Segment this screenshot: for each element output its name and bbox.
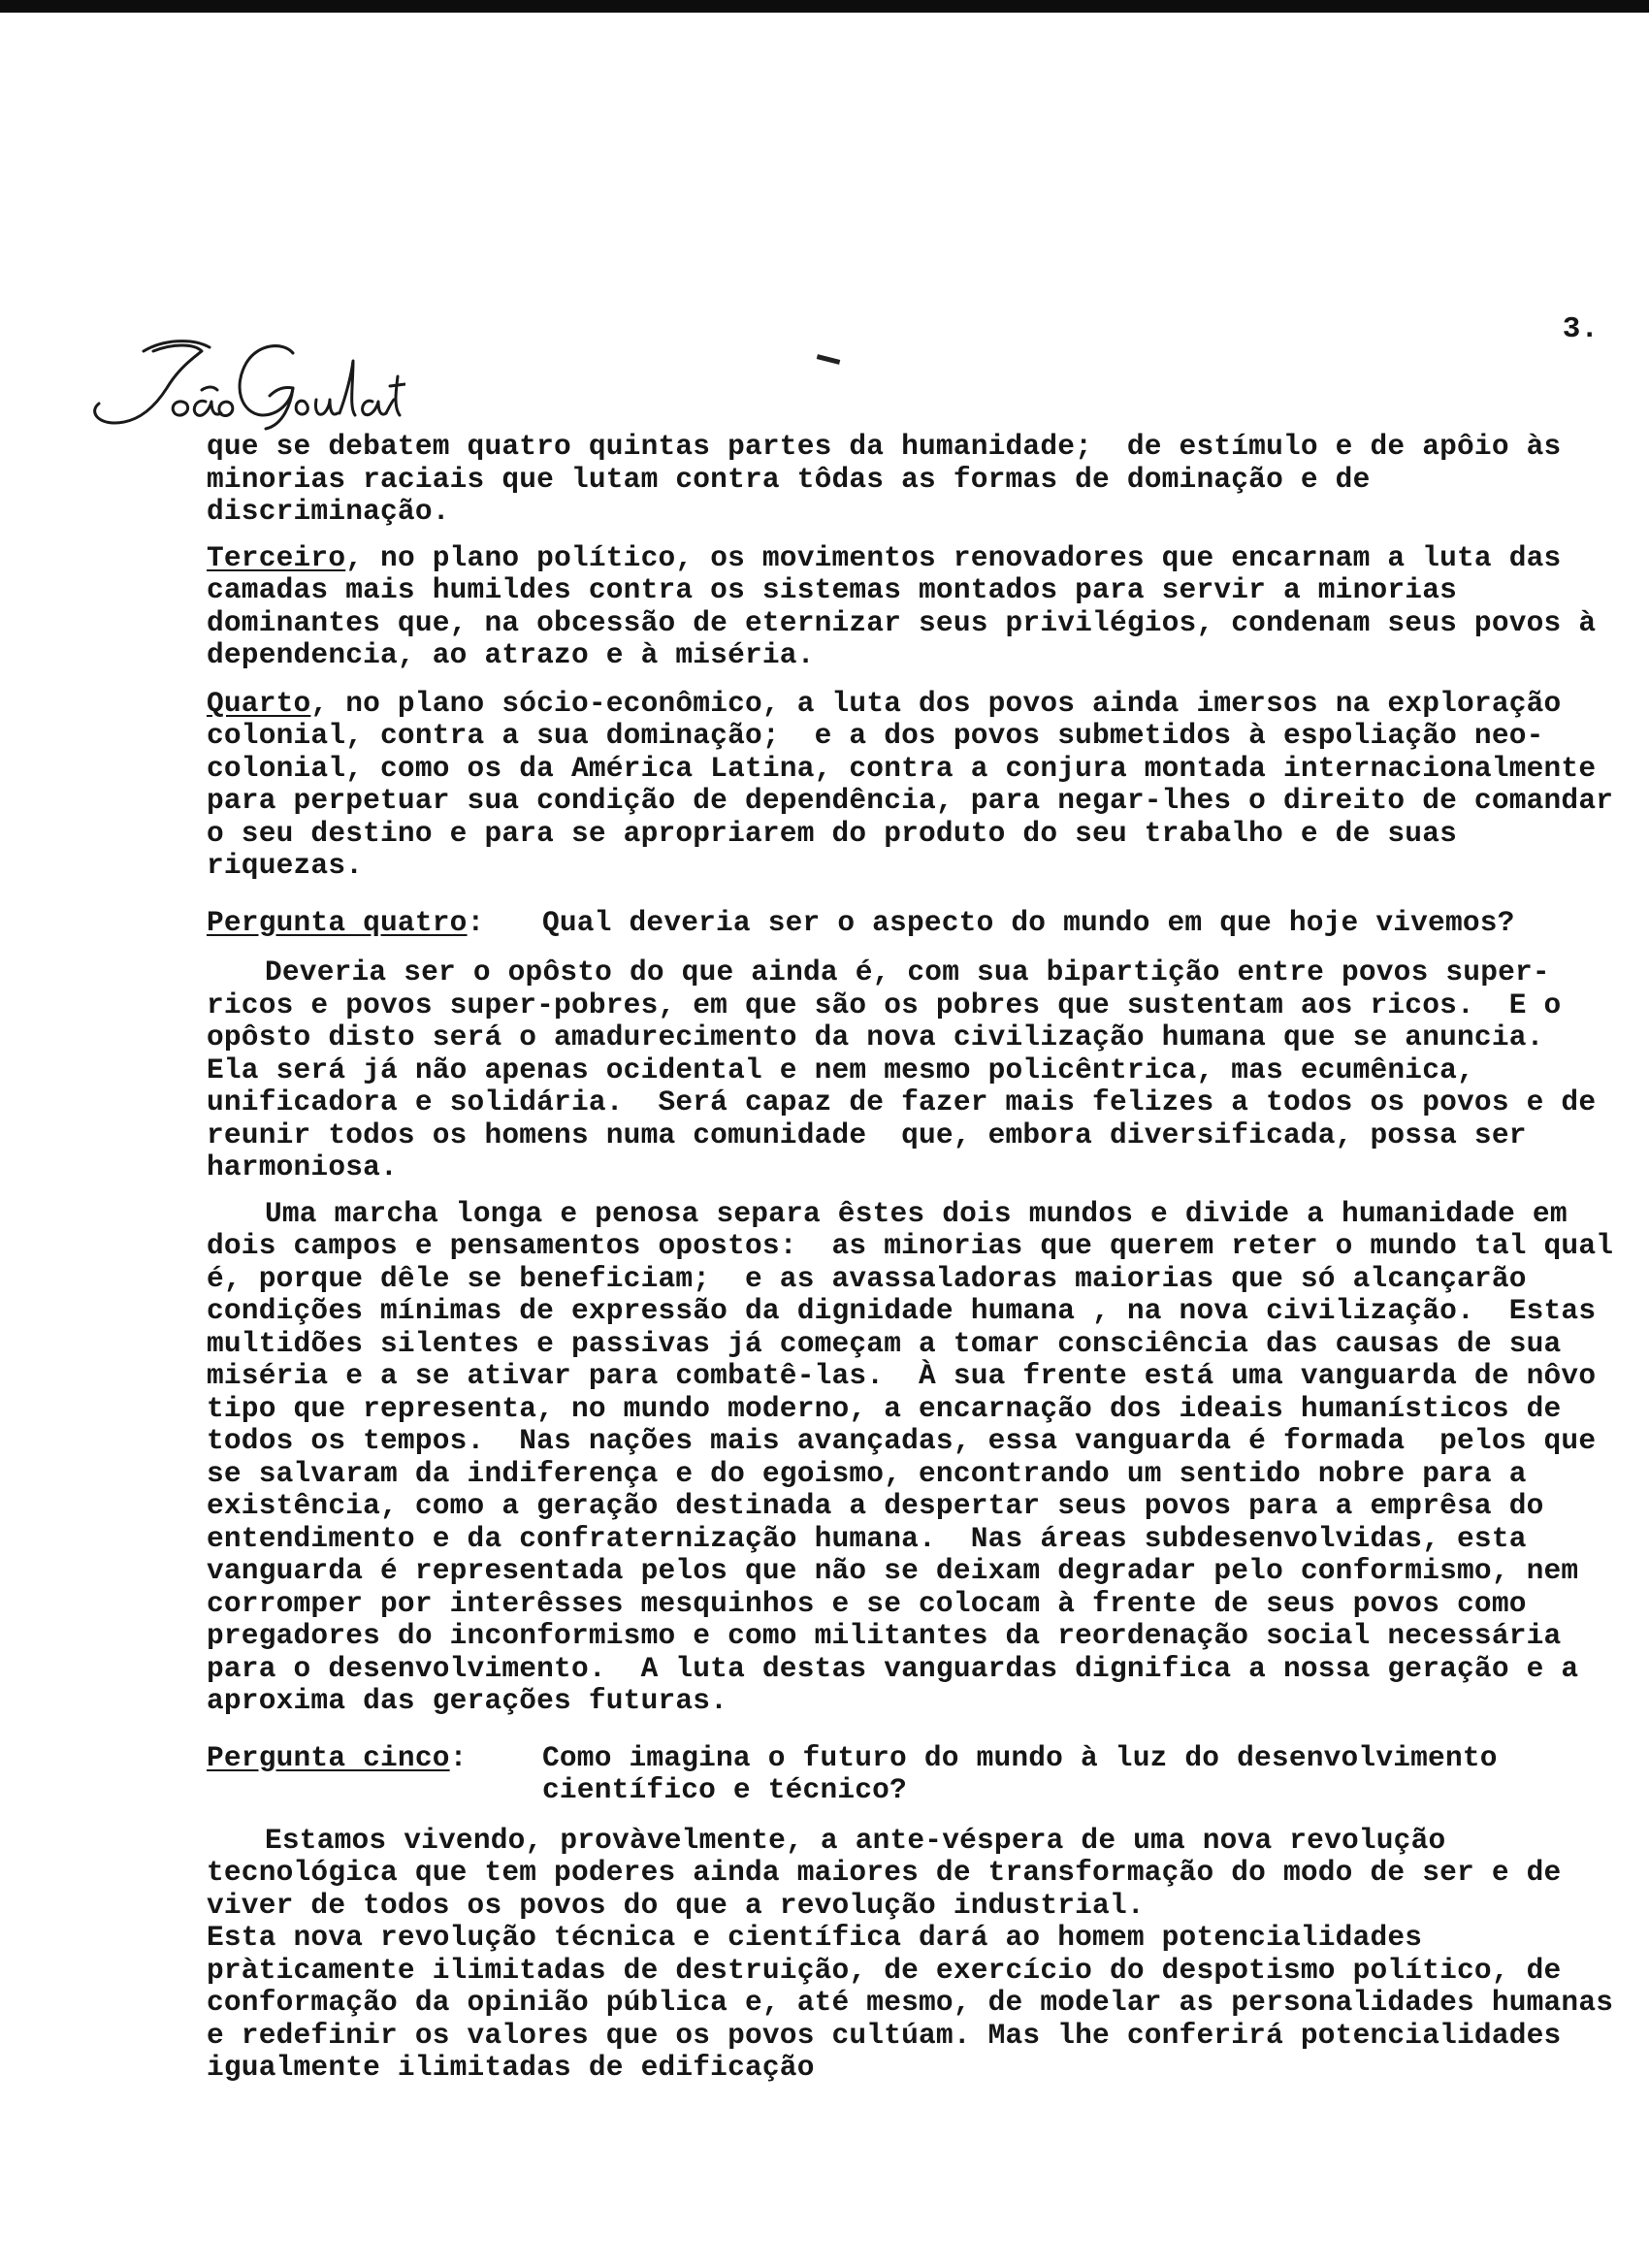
- question-four: [207, 907, 1615, 940]
- question-four-text: Qual deveria ser o aspecto do mundo em que hoje vivemos?: [542, 905, 1515, 939]
- paragraph-quarto: [207, 686, 1632, 883]
- answer-five-paragraph-1: Estamos vivendo, provàvelmente, a ante-véspera de uma nova revolução tecnológica que tem poderes ainda maiores de transformação do modo de ser e de viver de todos os povos do que a revolução industrial.: [207, 1823, 1579, 1922]
- section-label-terceiro: Terceiro: [207, 540, 346, 574]
- paragraph-continuation: que se debatem quatro quintas partes da humanidade; de estímulo e de apôio às minorias raciais que lutam contra tôdas as formas de dominação e de discriminação.: [207, 430, 1579, 528]
- paragraph-terceiro-text: , no plano político, os movimentos renovadores que encarnam a luta das camadas mais humildes contra os sistemas montados para servir a minorias dominantes que, na obcessão de eternizar seus privilégios, condenam seus povos à dependencia, ao atrazo e à miséria.: [207, 540, 1614, 671]
- paragraph-quarto-text: , no plano sócio-econômico, a luta dos povos ainda imersos na exploração colonial, contra a sua dominação; e a dos povos submetidos à espoliação neo-colonial, como os da América Latina, contra a conjura montada internacionalmente para perpetuar sua condição de dependência, para negar-lhes o direito de comandar o seu destino e para se apropriarem do produto do seu trabalho e de suas riquezas.: [207, 686, 1632, 882]
- answer-four-paragraph-2: Uma marcha longa e penosa separa êstes dois mundos e divide a humanidade em dois campos e pensamentos opostos: as minorias que querem reter o mundo tal qual é, porque dêle se beneficiam; e as avassaladoras maiorias que só alcançarão condições mínimas de expressão da dignidade humana , na nova civilização. Estas multidões silentes e passivas já começam a tomar consciência das causas de sua miséria e a se ativar para combatê-las. À sua frente está uma vanguarda de nôvo tipo que representa, no mundo moderno, a encarnação dos ideais humanísticos de todos os tempos. Nas nações mais avançadas, essa vanguarda é formada pelos que se salvaram da indiferença e do egoismo, encontrando um sentido nobre para a existência, como a geração destinada a despertar seus povos para a emprêsa do entendimento e da confraternização humana. Nas áreas subdesenvolvidas, esta vanguarda é representada pelos que não se deixam degradar pelo conformismo, nem corromper por interêsses mesquinhos e se colocam à frente de seus povos como pregadores do inconformismo e como militantes da reordenação social necessária para o desenvolvimento. A luta destas vanguardas dignifica a nossa geração e a aproxima das gerações futuras.: [207, 1196, 1632, 1717]
- document-body: [207, 430, 1632, 2085]
- page-number: 3.: [1562, 312, 1599, 346]
- question-four-label: Pergunta quatro: [207, 905, 468, 939]
- stray-pen-mark: [817, 354, 840, 365]
- question-five-separator: :: [449, 1740, 468, 1774]
- question-five-text: Como imagina o futuro do mundo à luz do desenvolvimento científico e técnico?: [542, 1740, 1515, 1806]
- question-four-separator: :: [467, 905, 485, 939]
- answer-four-paragraph-1: Deveria ser o opôsto do que ainda é, com sua bipartição entre povos super-ricos e povos super-pobres, em que são os pobres que sustentam aos ricos. E o opôsto disto será o amadurecimento da nova civilização humana que se anuncia. Ela será já não apenas ocidental e nem mesmo policêntrica, mas ecumênica, unificadora e solidária. Será capaz de fazer mais felizes a todos os povos e de reunir todos os homens numa comunidade que, embora diversificada, possa ser harmoniosa.: [207, 956, 1614, 1183]
- question-five-label: Pergunta cinco: [207, 1740, 450, 1774]
- paragraph-terceiro: [207, 542, 1615, 672]
- letterhead-signature: [85, 330, 405, 437]
- page-top-border: [0, 0, 1649, 13]
- answer-five-paragraph-2: Esta nova revolução técnica e científica dará ao homem potencialidades pràticamente ilimitadas de destruição, de exercício do despotismo político, de conformação da opinião pública e, até mesmo, de modelar as personalidades humanas e redefinir os valores que os povos cultúam. Mas lhe conferirá potencialidades igualmente ilimitadas de edificação: [207, 1921, 1632, 2084]
- section-label-quarto: Quarto: [207, 686, 311, 720]
- question-five: [207, 1742, 1615, 1807]
